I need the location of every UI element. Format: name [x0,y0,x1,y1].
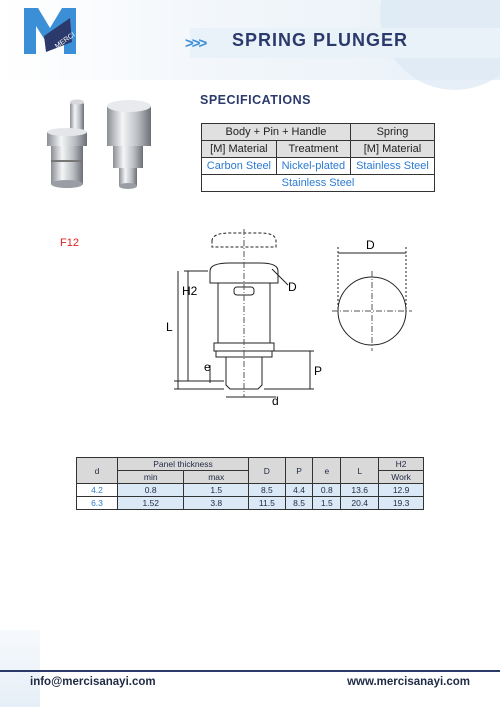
cell-e: 0.8 [313,484,341,497]
svg-text:MERCI: MERCI [53,31,76,51]
spec-body-header: Body + Pin + Handle [202,124,351,141]
cell-min: 1.52 [118,497,184,510]
footer-decoration [0,630,40,707]
col-max-header: max [184,471,249,484]
label-p: P [314,364,323,378]
spec-material-header: [M] Material [202,141,277,158]
cell-H2: 19.3 [379,497,424,510]
spec-spring-header: Spring [350,124,434,141]
cell-L: 13.6 [341,484,379,497]
footer-divider [0,670,500,672]
cell-max: 3.8 [184,497,249,510]
merci-logo [24,8,76,54]
cell-H2: 12.9 [379,484,424,497]
col-work-header: Work [379,471,424,484]
dimensions-table [76,457,424,510]
cell-P: 4.4 [285,484,313,497]
label-d-side: D [288,280,297,294]
cell-min: 0.8 [118,484,184,497]
cell-L: 20.4 [341,497,379,510]
label-h2: H2 [182,284,198,298]
col-d-header: d [77,458,118,484]
technical-drawing [160,225,420,405]
spec-spring-material-header: [M] Material [350,141,434,158]
footer-website-link[interactable]: www.mercisanayi.com [347,676,470,688]
col-L-header: L [341,458,379,484]
table-row [77,497,424,510]
spec-handle-material: Stainless Steel [202,175,435,192]
table-row [77,484,424,497]
cell-max: 1.5 [184,484,249,497]
label-d-small: d [272,394,279,405]
cell-d: 4.2 [77,484,118,497]
chevron-arrows-icon: >>> [185,35,206,52]
page-title: SPRING PLUNGER [232,30,409,50]
specifications-table [201,123,435,192]
col-H2-header: H2 [379,458,424,471]
col-min-header: min [118,471,184,484]
col-D-header: D [249,458,286,484]
label-l: L [166,320,173,334]
specifications-heading: SPECIFICATIONS [200,93,311,107]
cell-d: 6.3 [77,497,118,510]
spec-body-material: Carbon Steel [202,158,277,175]
cell-D: 11.5 [249,497,286,510]
footer-email-link[interactable]: info@mercisanayi.com [30,676,156,688]
spec-body-treatment: Nickel-plated [276,158,350,175]
cell-D: 8.5 [249,484,286,497]
col-panel-header: Panel thickness [118,458,249,471]
col-e-header: e [313,458,341,484]
label-d-top: D [366,238,375,252]
part-code: F12 [60,237,79,249]
spec-treatment-header: Treatment [276,141,350,158]
spring-plunger-photo [35,98,165,198]
label-e: e [204,360,211,374]
cell-P: 8.5 [285,497,313,510]
cell-e: 1.5 [313,497,341,510]
col-P-header: P [285,458,313,484]
spec-spring-material: Stainless Steel [350,158,434,175]
